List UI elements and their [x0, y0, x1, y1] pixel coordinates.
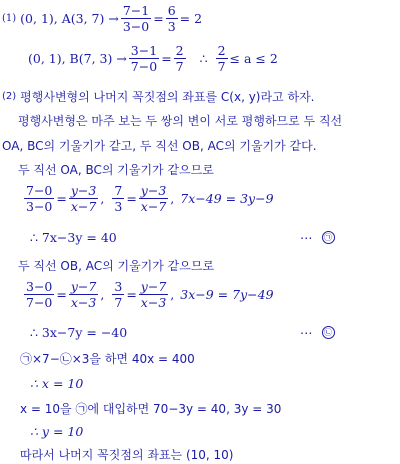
eq2-result-text: ∴ 3x−7y = −40 — [30, 325, 128, 340]
x-result-line — [30, 376, 83, 391]
y-result-line — [30, 424, 83, 439]
fraction-numerator: 6 — [167, 3, 176, 18]
x-result-text: ∴ x = 10 — [30, 376, 84, 391]
case2-intro-text1: 평행사변형의 나머지 꼭짓점의 좌표를 C(x, y)라고 하자. — [20, 90, 315, 104]
comma: , — [170, 191, 175, 207]
case1-line2 — [28, 44, 278, 73]
fraction-denominator: 3 — [114, 199, 123, 215]
equals-sign: = — [153, 11, 164, 27]
eq1-fraction-4 — [139, 184, 169, 213]
fraction-numerator: 2 — [217, 43, 226, 58]
fraction-numerator: 7−0 — [26, 183, 53, 198]
eq1-fraction-3 — [112, 184, 124, 213]
therefore-symbol: ∴ — [199, 51, 208, 67]
comma: , — [100, 287, 105, 303]
eq2-fraction-4 — [139, 280, 169, 309]
fraction-denominator: x−3 — [70, 295, 97, 311]
fraction-numerator: y−3 — [140, 183, 167, 198]
slope-ob-fraction — [129, 44, 159, 73]
case1-line1 — [2, 4, 202, 33]
eq1-result-text: ∴ 7x−3y = 40 — [30, 230, 117, 245]
fraction-denominator: 3 — [167, 19, 176, 35]
fraction-denominator: 3−0 — [26, 199, 53, 215]
label-nieun-icon: ㉡ — [322, 326, 335, 339]
slope-oa-fraction — [121, 4, 151, 33]
equation-2-ref — [300, 325, 336, 340]
lower-bound-fraction — [216, 44, 228, 73]
equals-sign: = — [126, 287, 137, 303]
case2-intro-line2 — [18, 112, 342, 129]
comma: , — [100, 191, 105, 207]
fraction-denominator: 7 — [175, 59, 184, 75]
fraction-numerator: y−7 — [70, 279, 97, 294]
equation-1 — [22, 184, 274, 213]
equals-sign: = — [56, 287, 67, 303]
eq1-fraction-2 — [69, 184, 99, 213]
case2-marker: (2) — [2, 91, 17, 102]
eq1-tail: 7x−49 = 3y−9 — [180, 191, 274, 207]
ellipsis: ⋯ — [300, 325, 313, 340]
fraction-denominator: 7−0 — [26, 295, 53, 311]
fraction-denominator: x−3 — [140, 295, 167, 311]
case1-marker: (1) — [2, 13, 17, 25]
equation-2 — [22, 280, 274, 309]
substitute-text: x = 10을 ㉠에 대입하면 70−3y = 40, 3y = 30 — [20, 402, 282, 416]
case2-intro-line1 — [2, 88, 314, 105]
oa-bc-heading-text: 두 직선 OA, BC의 기울기가 같으므로 — [18, 163, 214, 177]
slope-oa-result: = 2 — [179, 11, 203, 27]
fraction-denominator: x−7 — [70, 199, 97, 215]
equals-sign: = — [126, 191, 137, 207]
combine-text: ㉠×7−㉡×3을 하면 40x = 400 — [20, 352, 195, 366]
y-result-text: ∴ y = 10 — [30, 424, 84, 439]
ellipsis: ⋯ — [300, 230, 313, 245]
combine-line — [20, 350, 195, 367]
equals-sign: = — [161, 51, 172, 67]
equation-1-ref — [300, 230, 336, 245]
eq1-fraction-1 — [24, 184, 54, 213]
fraction-denominator: 7 — [217, 59, 226, 75]
comma: , — [170, 287, 175, 303]
fraction-numerator: 7−1 — [122, 3, 150, 18]
eq2-tail: 3x−9 = 7y−49 — [180, 287, 274, 303]
conclusion-line — [20, 446, 234, 463]
fraction-denominator: x−7 — [140, 199, 167, 215]
ob-ac-heading-text: 두 직선 OB, AC의 기울기가 같으므로 — [18, 259, 215, 273]
equation-2-result — [30, 325, 127, 340]
inequality-tail: ≤ a ≤ 2 — [229, 51, 278, 67]
ob-ac-heading — [18, 257, 214, 274]
case2-intro-text2: 평행사변형은 마주 보는 두 쌍의 변이 서로 평행하므로 두 직선 — [18, 114, 343, 128]
fraction-numerator: 7 — [114, 183, 123, 198]
eq2-fraction-3 — [112, 280, 124, 309]
fraction-numerator: 3 — [114, 279, 123, 294]
fraction-denominator: 7 — [114, 295, 123, 311]
equals-sign: = — [56, 191, 67, 207]
fraction-denominator: 3−0 — [122, 19, 150, 35]
equation-1-result — [30, 230, 117, 245]
fraction-numerator: y−7 — [140, 279, 167, 294]
case1-first-points: (0, 1), A(3, 7) → — [20, 11, 119, 27]
slope-ob-simplified — [174, 44, 186, 73]
eq2-fraction-2 — [69, 280, 99, 309]
fraction-numerator: 3−1 — [130, 43, 158, 58]
slope-oa-simplified — [166, 4, 178, 33]
case1-second-points: (0, 1), B(7, 3) → — [28, 51, 127, 67]
fraction-numerator: 3−0 — [26, 279, 53, 294]
fraction-numerator: y−3 — [70, 183, 97, 198]
eq2-fraction-1 — [24, 280, 54, 309]
substitute-line — [20, 400, 281, 417]
conclusion-text: 따라서 나머지 꼭짓점의 좌표는 (10, 10) — [20, 448, 234, 462]
case2-intro-line3 — [2, 137, 317, 154]
fraction-denominator: 7−0 — [130, 59, 158, 75]
label-giyeok-icon: ㉠ — [322, 231, 335, 244]
fraction-numerator: 2 — [175, 43, 184, 58]
oa-bc-heading — [18, 161, 214, 178]
case2-intro-text3: OA, BC의 기울기가 같고, 두 직선 OB, AC의 기울기가 같다. — [2, 139, 317, 153]
